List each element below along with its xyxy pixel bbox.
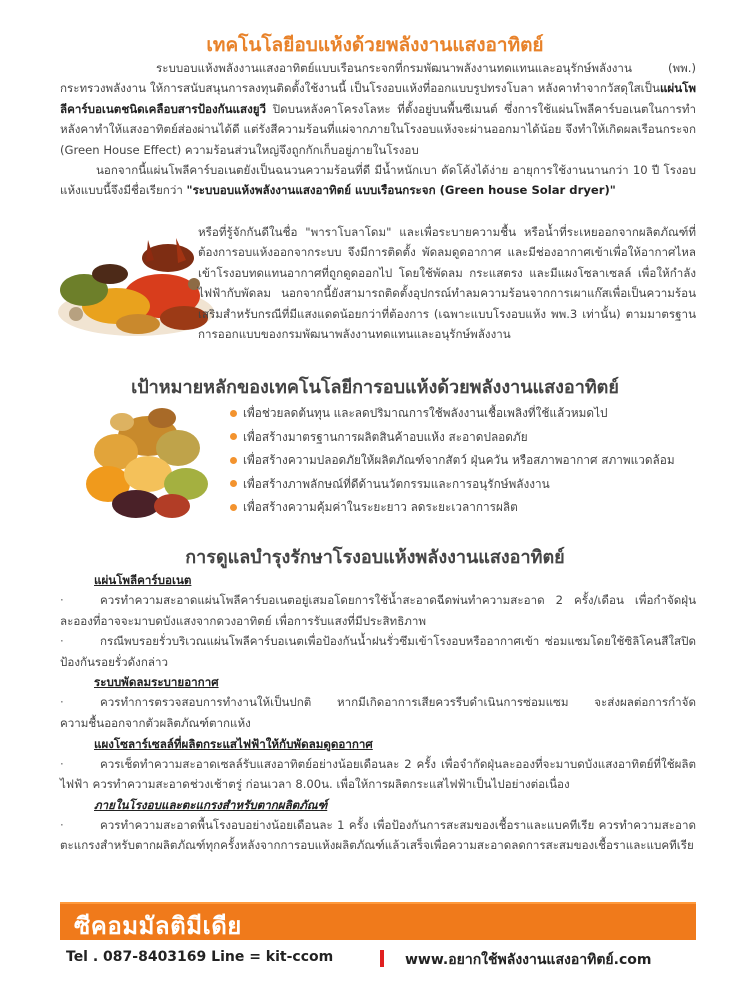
bullet-mark: ·	[60, 817, 64, 832]
footer	[60, 949, 696, 971]
maintenance-paragraph: · ควรทำความสะอาดพื้นโรงอบอย่างน้อยเดือนละ 1 ครั้ง เพื่อป้องกันการสะสมของเชื้อราและแบคทีเรีย ควรทำความสะอาด ตะแกรงสำหรับตากผลิตภัณฑ์ทุกครั้งหลังจากการอบแห้งผลิตภัณฑ์แล้วเสร็จเพื่อความสะอาดลดการสะสมของเชื้อราและแบคทีเรีย	[60, 815, 696, 856]
goal-item: เพื่อสร้างภาพลักษณ์ที่ดีด้านนวัตกรรมและการอนุรักษ์พลังงาน	[226, 473, 675, 497]
bullet-mark: ·	[60, 634, 64, 649]
goals-list	[226, 402, 675, 520]
bullet-dot-icon	[230, 504, 237, 511]
bullet-mark: ·	[60, 593, 64, 607]
bullet-dot-icon	[230, 457, 237, 464]
maintenance-paragraph: · ควรทำการตรวจสอบการทำงานให้เป็นปกติ หากมีเกิดอาการเสียควรรีบดำเนินการซ่อมแซม จะส่งผลต่อการกำจัดความชื้นออกจากตัวผลิตภัณฑ์ตากแห้ง	[60, 692, 696, 733]
website-link[interactable]: www.อยากใช้พลังงานแสงอาทิตย์.com	[405, 952, 652, 968]
maintenance-paragraph: · ควรเช็ดทำความสะอาดเซลล์รับแสงอาทิตย์อย่างน้อยเดือนละ 2 ครั้ง เพื่อจำกัดฝุ่นละอองที่จะมาบดบังแสงอาทิตย์ที่ใช้ผลิตไฟฟ้า ควรทำความสะอาดช่วงเช้าตรู่ ก่อนเวลา 8.00น. เพื่อให้การผลิตกระแสไฟฟ้าเป็นไปอย่างต่อเนื่อง	[60, 754, 696, 795]
page-title: เทคโนโลยีอบแห้งด้วยพลังงานแสงอาทิตย์	[206, 34, 544, 56]
intro-paragraph-3: หรือที่รู้จักกันดีในชื่อ "พาราโบลาโดม" และเพื่อระบายความชื้น หรือน้ำที่ระเหยออกจากผลิตภัณฑ์ที่ต้องการอบแห้งออกจากระบบ จึงมีการติดตั้ง พัดลมดูดอากาศ และมีช่องอากาศเข้าเพื่อให้อากาศไหลเข้าโรงอบทดแทนอากาศที่ถูกดูดออกไป โดยใช้พัดลม กระแสตรง และมีแผงโซลาเซลล์ เพื่อให้กำลังไฟฟ้ากับพัดลม นอกจากนี้ยังสามารถติดตั้งอุปกรณ์ทำลมความร้อนจากการเผาแก๊สเพื่อเป็นความร้อนเสริมสำหรับกรณีที่มีแสงแดดน้อยกว่าที่ต้องการ (เฉพาะแบบโรงอบแห้ง พพ.3 เท่านั้น) ตามมาตรฐานการออกแบบของกรมพัฒนาพลังงานทดแทนและอนุรักษ์พลังงาน	[198, 225, 696, 342]
maintenance-section	[60, 570, 696, 856]
dryer-name-highlight: "ระบบอบแห้งพลังงานแสงอาทิตย์ แบบเรือนกระจก (Green house Solar dryer)"	[186, 183, 616, 198]
dried-fruits-image	[78, 396, 218, 522]
goals-title: เป้าหมายหลักของเทคโนโลยีการอบแห้งด้วยพลังงานแสงอาทิตย์	[131, 377, 619, 398]
spices-image	[56, 230, 216, 340]
bullet-mark: ·	[60, 756, 64, 771]
maintenance-heading-solar: แผงโซลาร์เซลล์ที่ผลิตกระแสไฟฟ้าให้กับพัดลมดูดอากาศ	[94, 736, 373, 751]
bullet-dot-icon	[230, 410, 237, 417]
footer-separator	[380, 950, 384, 967]
company-name: ซีคอมมัลติมีเดีย	[74, 912, 242, 940]
polycarbonate-highlight: แผ่นโพลีคาร์บอเนตชนิดเคลือบสารป้องกันแสงยูวี	[60, 81, 696, 116]
goal-item: เพื่อสร้างมาตรฐานการผลิตสินค้าอบแห้ง สะอาดปลอดภัย	[226, 426, 675, 450]
goal-item: เพื่อสร้างความปลอดภัยให้ผลิตภัณฑ์จากสัตว์ ฝุ่นควัน หรือสภาพอากาศ สภาพแวดล้อม	[226, 449, 675, 473]
goal-item: เพื่อสร้างความคุ้มค่าในระยะยาว ลดระยะเวลาการผลิต	[226, 496, 675, 520]
intro-paragraph-1: ระบบอบแห้งพลังงานแสงอาทิตย์แบบเรือนกระจกที่กรมพัฒนาพลังงานทดแทนและอนุรักษ์พลังงาน (พพ.) กระทรวงพลังงาน ให้การสนับสนุนการลงทุนติดตั้งใช้งานนี้ เป็นโรงอบแห้งที่ออกแบบรูปทรงโบลา หลังคาทำจากวัสดุใสเป็นแผ่นโพลีคาร์บอเนตชนิดเคลือบสารป้องกันแสงยูวี ปิดบนหลังคาโครงโลหะ ที่ตั้งอยู่บนพื้นซีเมนต์ ซึ่งการใช้แผ่นโพลีคาร์บอเนตในการทำหลังคาทำให้แสงอาทิตย์ส่องผ่านได้ดี แต่รังสีความร้อนที่แผ่จากภายในโรงอบแห้งจะผ่านออกมาได้น้อย จึงทำให้เกิดผลเรือนกระจก (Green House Effect) ความร้อนส่วนใหญ่จึงถูกกักเก็บอยู่ภายในโรงอบ	[60, 61, 696, 157]
maintenance-title: การดูแลบำรุงรักษาโรงอบแห้งพลังงานแสงอาทิตย์	[185, 547, 565, 568]
maintenance-paragraph: · ควรทำความสะอาดแผ่นโพลีคาร์บอเนตอยู่เสมอโดยการใช้น้ำสะอาดฉีดพ่นทำความสะอาด 2 ครั้ง/เดือน เพื่อกำจัดฝุ่นละอองที่อาจจะมาบดบังแสงจากดวงอาทิตย์ เพื่อการรับแสงที่มีประสิทธิภาพ	[60, 590, 696, 631]
company-banner	[60, 902, 696, 940]
maintenance-paragraph: · กรณีพบรอยรั่วบริเวณแผ่นโพลีคาร์บอเนตเพื่อป้องกันน้ำฝนรั่วซึมเข้าโรงอบหรืออากาศเข้า ซ่อมแซมโดยใช้ซิลิโคนสีใสปิดป้องกันรอยรั่วดังกล่าว	[60, 631, 696, 672]
bullet-mark: ·	[60, 695, 64, 710]
maintenance-heading-interior: ภายในโรงอบและตะแกรงสำหรับตากผลิตภัณฑ์	[94, 797, 328, 812]
bullet-dot-icon	[230, 433, 237, 440]
goal-item: เพื่อช่วยลดต้นทุน และลดปริมาณการใช้พลังงานเชื้อเพลิงที่ใช้แล้วหมดไป	[226, 402, 675, 426]
bullet-dot-icon	[230, 480, 237, 487]
contact-info: Tel . 087-8403169 Line = kit-ccom	[66, 949, 334, 965]
maintenance-heading-polycarbonate: แผ่นโพลีคาร์บอเนต	[94, 573, 192, 587]
maintenance-heading-fan: ระบบพัดลมระบายอากาศ	[94, 675, 219, 690]
intro-paragraph-2: นอกจากนี้แผ่นโพลีคาร์บอเนตยังเป็นฉนวนความร้อนที่ดี มีน้ำหนักเบา ดัดโค้งได้ง่าย อายุการใช้งานนานกว่า 10 ปี โรงอบแห้งแบบนี้จึงมีชื่อเรียกว่า "ระบบอบแห้งพลังงานแสงอาทิตย์ แบบเรือนกระจก (Green house Solar dryer)"	[60, 163, 696, 198]
